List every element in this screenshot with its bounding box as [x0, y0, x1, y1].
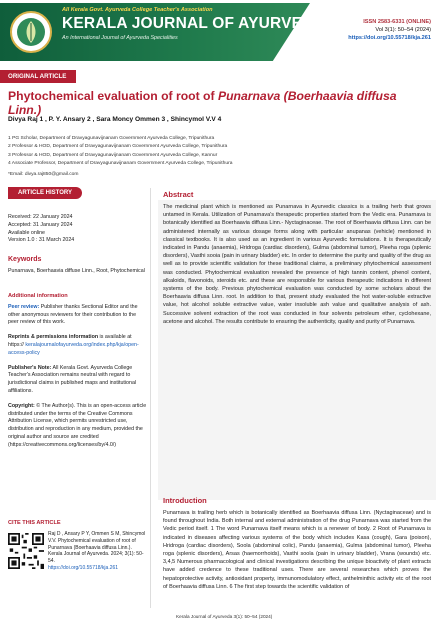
affiliation: 3 Professor & HOD, Department of Dravyagunavijnanam Government Ayurveda College, Kannur: [8, 152, 218, 158]
additional-info-heading: Additional information: [8, 293, 68, 299]
version-info: Version 1.0 : 31 March 2024: [8, 237, 75, 244]
reprints-text: is available at https://: [8, 334, 132, 348]
affiliations: [8, 135, 232, 169]
keywords-heading: Keywords: [8, 256, 42, 263]
received-date: Received: 22 January 2024: [8, 214, 73, 220]
peer-review-label: Peer review:: [8, 303, 40, 310]
peer-review-text: Publisher thanks Sectional Editor and the other anonymous reviewers for their contribution to the peer review of this work.: [8, 303, 138, 326]
citation: [48, 531, 146, 572]
page-footer: Kerala Journal of Ayurveda 3(1): 50–54 (2024): [176, 614, 273, 619]
article-title: [8, 89, 433, 117]
column-divider: [150, 188, 151, 608]
journal-subtitle: An International Journal of Ayurveda Specialities: [62, 35, 178, 41]
association-name: All Kerala Govt. Ayurveda College Teacher's Association: [62, 7, 213, 13]
reprints-link[interactable]: keralajournalofayurveda.org/index.php/kja/open-access-policy: [8, 341, 139, 356]
journal-header: [0, 0, 439, 62]
qr-code-icon[interactable]: [8, 533, 44, 569]
keywords-block: [8, 256, 148, 276]
publisher-note-label: Publisher's Note:: [8, 364, 52, 371]
publisher-note-text: All Kerala Govt. Ayurveda College Teacher's Association remains neutral with regard to jurisdictional claims in published maps and institutional affiliations.: [8, 364, 137, 394]
copyright-label: Copyright:: [8, 402, 35, 409]
title-prefix: Phytochemical evaluation of root of: [8, 89, 218, 103]
corresponding-email[interactable]: *Email: divya.raj850@gmail.com: [8, 172, 79, 177]
issn-block: [348, 18, 431, 42]
history-block: [8, 214, 148, 245]
journal-logo-icon: [9, 10, 53, 54]
author-list: Divya Raj 1 , P. Y. Ansary 2 , Sara Moncy Ommen 3 , Shincymol V.V 4: [8, 116, 222, 123]
affiliation: 4 Associate Professor, Department of Dravyagunavijnanam Government Ayurveda College, Tripunithura: [8, 161, 233, 167]
accepted-date: Accepted: 31 January 2024: [8, 221, 73, 228]
volume-info: Vol 3(1): 50–54 (2024): [375, 27, 431, 33]
abstract-heading: Abstract: [163, 190, 194, 199]
affiliation: 1 PG Scholar, Department of Dravyagunavijnanam Government Ayurveda College, Tripunithura: [8, 136, 215, 141]
citation-text: Raj D , Ansary P Y, Ommen S M, Shincymol V.V. Phytochemical evaluation of root of Punarnava (Boerhaavia diffusa Linn.). Kerala Journal of Ayurveda. 2024; 3(1): 50-54.: [48, 531, 146, 565]
copyright-text: © The Author(s). This is an open-access article distributed under the terms of the Creative Commons Attribution License, which permits unrestricted use, distribution and reproduction in any medium, provided the original author and source are credited (https://creativecommons.org/licenses/by/4.0/): [8, 402, 147, 448]
cite-heading: CITE THIS ARTICLE: [8, 520, 61, 526]
cite-heading-block: [8, 520, 148, 528]
affiliation: 2 Professor & HOD, Department of Dravyagunavijnanam Government Ayurveda College, Tripunithura: [8, 144, 228, 150]
available-online: Available online: [8, 229, 46, 236]
reprints-label: Reprints & permissions information: [8, 334, 99, 341]
doi-link[interactable]: https://doi.org/10.55718/kja.261: [348, 35, 431, 41]
title-italic: Punarnava (Boerhaavia diffusa Linn.): [8, 89, 397, 117]
introduction-heading: Introduction: [163, 496, 207, 505]
introduction-text: Punarnava is trailing herb which is botanically identified as Boerhaavia diffusa Linn. (Nyctaginaceae) and is found throughout India. Both internal and external administration of the drug Punarnava was started from the Vedic period itself. 1 The word Punarnava itself means which is a renewer of body. 2 Root of Punarnava is indicated in diseases affecting various systems of the body which includes Kasa (cough), Gara (poison), Hridroga (cardiac disorders), Soola (abdominal colic), Pandu (anaemia), Gulma (abdominal tumor), Pleeha roga (splenic disorders), Arsas (haemorrhoids), Vasthi soola (pain in urinary bladder), Vrana (wounds) etc. 3,4,5 Numerous pharmacological and clinical investigations describing the unique bioactivity of plant extracts have added credence to these traditional uses. There are several researches which proves the hepatoprotective activity, antioxidant property, immunomodulatory effect, anthelminthic activity etc of the root of Boerhaavia diffusa Linn. 6 The first step towards the scientific validation of: [163, 510, 431, 590]
article-type-badge: ORIGINAL ARTICLE: [0, 70, 76, 83]
abstract-text: The medicinal plant which is mentioned as Punarnava in Ayurvedic classics is a trailing herb that grows untamed in Kerala. Utilization of Punarnava's therapeutic properties started from the Vedic era. Punarnava is botanically identified as Boerhaavia diffusa Linn.- Nyctaginaceae. The root of Boerhaavia diffusa Linn. can be administered internally as various dosage forms along with particular anupanas (vehicle) mentioned in classical textbooks. It is also used as an ingredient in various Ayurvedic formulations. It is therapeutically indicated in Pandu (anaemia), Hridroga (cardiac disorders), Gulma (abdominal tumor), Pleeha roga (splenic disorders), Vasthi sooia (pain in urinary bladder) etc. In order to determine the purity and quality of the drug as well as to provide scientific validation for these traditional claims, a preliminary phytochemical assessment was conducted. Phytochemical evaluation revealed the presence of high tannin content, phenol content, alkaloids, flavonoids, steroids etc. and these are responsible for various therapeutic indications in different systems of the body. Previous phytochemical evaluation was conducted by some scholars about the Boerhaavia diffusa Linn. root. In addition to that, present study evaluated the hot water-soluble extractive value, hot alcohol soluble extractive value, water insoluble ash value and qualitative analysis of ash. Successive solvent extraction of the root was conducted in four solvents petroleum ether, cyclohexane, acetone and alcohol. The results contribute to ensuring the authenticity, quality and purity of Punarnava.: [163, 204, 431, 325]
article-history-badge: ARTICLE HISTORY: [8, 187, 82, 199]
keywords-text: Punarnava, Boerhaavia diffuse Linn., Root, Phytochemical: [8, 267, 145, 274]
additional-info-block: [8, 293, 148, 450]
issn: ISSN 2583-6331 (ONLINE): [363, 19, 431, 25]
journal-name: KERALA JOURNAL OF AYURVEDA: [62, 15, 325, 32]
citation-doi-link[interactable]: https://doi.org/10.55718/kja.261: [48, 564, 119, 571]
